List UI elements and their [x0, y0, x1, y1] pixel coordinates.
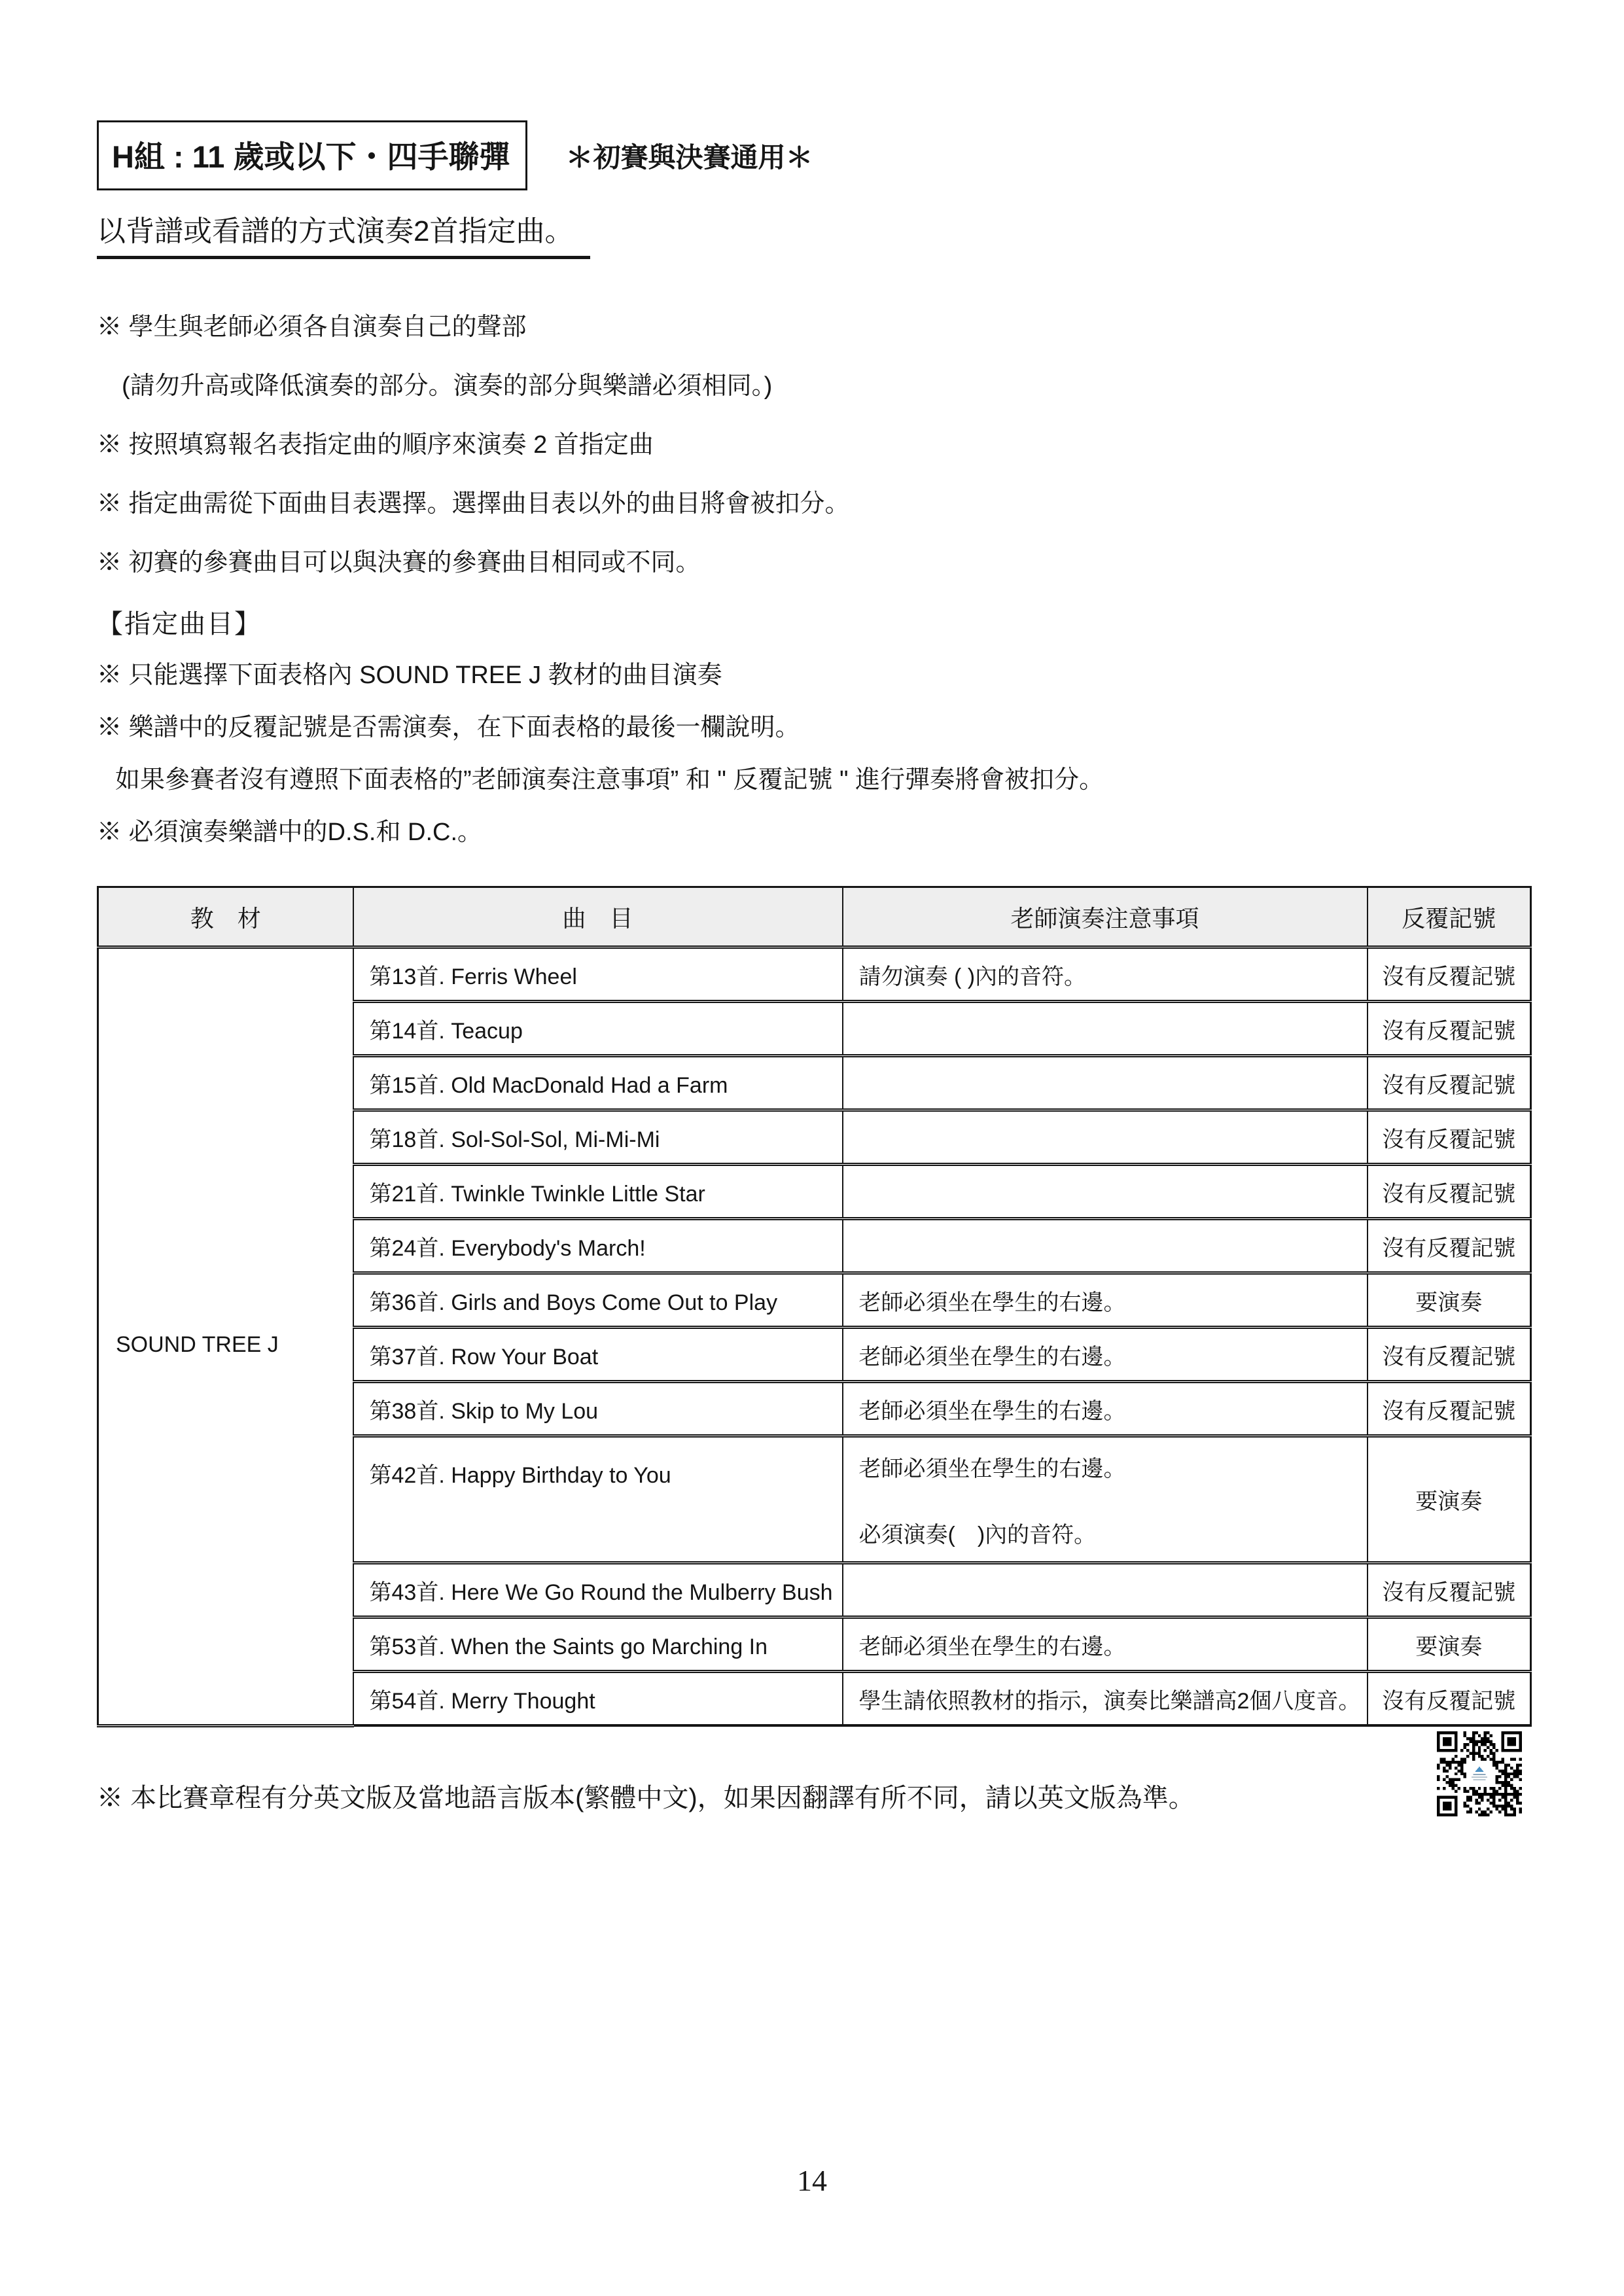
song-title-cell: 第18首. Sol-Sol-Sol, Mi-Mi-Mi	[353, 1110, 843, 1165]
rule-note: ※ 指定曲需從下面曲目表選擇。選擇曲目表以外的曲目將會被扣分。	[97, 490, 850, 518]
teacher-note-line: 老師必須坐在學生的右邊。	[858, 1456, 1126, 1481]
repeat-mark-cell: 沒有反覆記號	[1368, 1219, 1531, 1273]
teacher-note-cell	[843, 1056, 1368, 1110]
song-title-cell: 第21首. Twinkle Twinkle Little Star	[353, 1165, 843, 1219]
translation-note: ※ 本比賽章程有分英文版及當地語言版本(繁體中文)，如果因翻譯有所不同，請以英文版為準。	[97, 1783, 1195, 1812]
repeat-mark-cell: 沒有反覆記號	[1368, 1165, 1531, 1219]
song-title-cell: 第15首. Old MacDonald Had a Farm	[353, 1056, 843, 1110]
rule-note: ※ 按照填寫報名表指定曲的順序來演奏 2 首指定曲	[97, 431, 654, 459]
song-title-cell: 第24首. Everybody's March!	[353, 1219, 843, 1273]
table-header-row	[98, 887, 1531, 947]
teacher-note-cell	[843, 1219, 1368, 1273]
rule-note: ※ 必須演奏樂譜中的D.S.和 D.C.。	[97, 819, 483, 846]
designated-songs-table	[97, 886, 1532, 1727]
repeat-mark-cell: 沒有反覆記號	[1368, 1563, 1531, 1617]
column-header-repeat: 反覆記號	[1368, 887, 1531, 947]
teacher-note-cell: 學生請依照教材的指示，演奏比樂譜高2個八度音。	[843, 1672, 1368, 1726]
song-title-cell: 第37首. Row Your Boat	[353, 1328, 843, 1382]
repeat-mark-cell: 要演奏	[1368, 1273, 1531, 1328]
column-header-song: 曲 目	[353, 887, 843, 947]
repeat-mark-cell: 沒有反覆記號	[1368, 1382, 1531, 1436]
teacher-note-cell	[843, 1563, 1368, 1617]
material-cell: SOUND TREE J	[98, 947, 353, 1726]
teacher-note-cell: 老師必須坐在學生的右邊。	[843, 1617, 1368, 1672]
repeat-mark-cell: 沒有反覆記號	[1368, 1056, 1531, 1110]
repeat-mark-cell: 沒有反覆記號	[1368, 1672, 1531, 1726]
column-header-teacher-note: 老師演奏注意事項	[843, 887, 1368, 947]
repeat-mark-cell: 沒有反覆記號	[1368, 1002, 1531, 1056]
rule-note: ※ 樂譜中的反覆記號是否需演奏，在下面表格的最後一欄說明。	[97, 714, 800, 741]
teacher-note-line: 必須演奏( )內的音符。	[858, 1522, 1097, 1547]
page-number: 14	[797, 2164, 827, 2197]
repeat-mark-cell: 要演奏	[1368, 1617, 1531, 1672]
teacher-note-cell: 老師必須坐在學生的右邊。	[843, 1273, 1368, 1328]
page-content	[97, 120, 1531, 1816]
round-applicability-note: ＊初賽與決賽通用＊	[565, 141, 813, 173]
rule-note: ※ 只能選擇下面表格內 SOUND TREE J 教材的曲目演奏	[97, 662, 722, 689]
repeat-mark-cell: 沒有反覆記號	[1368, 947, 1531, 1002]
song-title-cell: 第42首. Happy Birthday to You	[353, 1436, 843, 1563]
group-title-box: H組 : 11 歲或以下・四手聯彈	[97, 120, 527, 190]
table-row	[98, 947, 1531, 1002]
designated-songs-section	[97, 609, 1531, 848]
qr-code	[1437, 1731, 1522, 1816]
teacher-note-cell: 請勿演奏 ( )內的音符。	[843, 947, 1368, 1002]
teacher-note-cell	[843, 1436, 1368, 1563]
teacher-note-cell: 老師必須坐在學生的右邊。	[843, 1382, 1368, 1436]
rule-note: ※ 初賽的參賽曲目可以與決賽的參賽曲目相同或不同。	[97, 549, 701, 576]
repeat-mark-cell: 沒有反覆記號	[1368, 1110, 1531, 1165]
song-title-cell: 第36首. Girls and Boys Come Out to Play	[353, 1273, 843, 1328]
song-title-cell: 第14首. Teacup	[353, 1002, 843, 1056]
teacher-note-cell	[843, 1165, 1368, 1219]
rule-note: 如果參賽者沒有遵照下面表格的”老師演奏注意事項” 和 " 反覆記號 " 進行彈奏將會被扣分。	[115, 766, 1104, 794]
song-title-cell: 第54首. Merry Thought	[353, 1672, 843, 1726]
rule-note: ※ 學生與老師必須各自演奏自己的聲部	[97, 313, 527, 341]
footer	[97, 1731, 1531, 1816]
repeat-mark-cell: 沒有反覆記號	[1368, 1328, 1531, 1382]
column-header-material: 教 材	[98, 887, 353, 947]
teacher-note-cell	[843, 1002, 1368, 1056]
song-title-cell: 第43首. Here We Go Round the Mulberry Bush	[353, 1563, 843, 1617]
rule-note: (請勿升高或降低演奏的部分。演奏的部分與樂譜必須相同。)	[122, 372, 773, 400]
teacher-note-cell: 老師必須坐在學生的右邊。	[843, 1328, 1368, 1382]
teacher-note-cell	[843, 1110, 1368, 1165]
performance-instruction: 以背譜或看譜的方式演奏2首指定曲。	[97, 207, 590, 259]
title-row	[97, 120, 1531, 190]
song-title-cell: 第53首. When the Saints go Marching In	[353, 1617, 843, 1672]
general-rules	[97, 311, 1531, 578]
song-title-cell: 第13首. Ferris Wheel	[353, 947, 843, 1002]
song-title-cell: 第38首. Skip to My Lou	[353, 1382, 843, 1436]
designated-songs-heading: 【指定曲目】	[97, 610, 262, 639]
repeat-mark-cell: 要演奏	[1368, 1436, 1531, 1563]
